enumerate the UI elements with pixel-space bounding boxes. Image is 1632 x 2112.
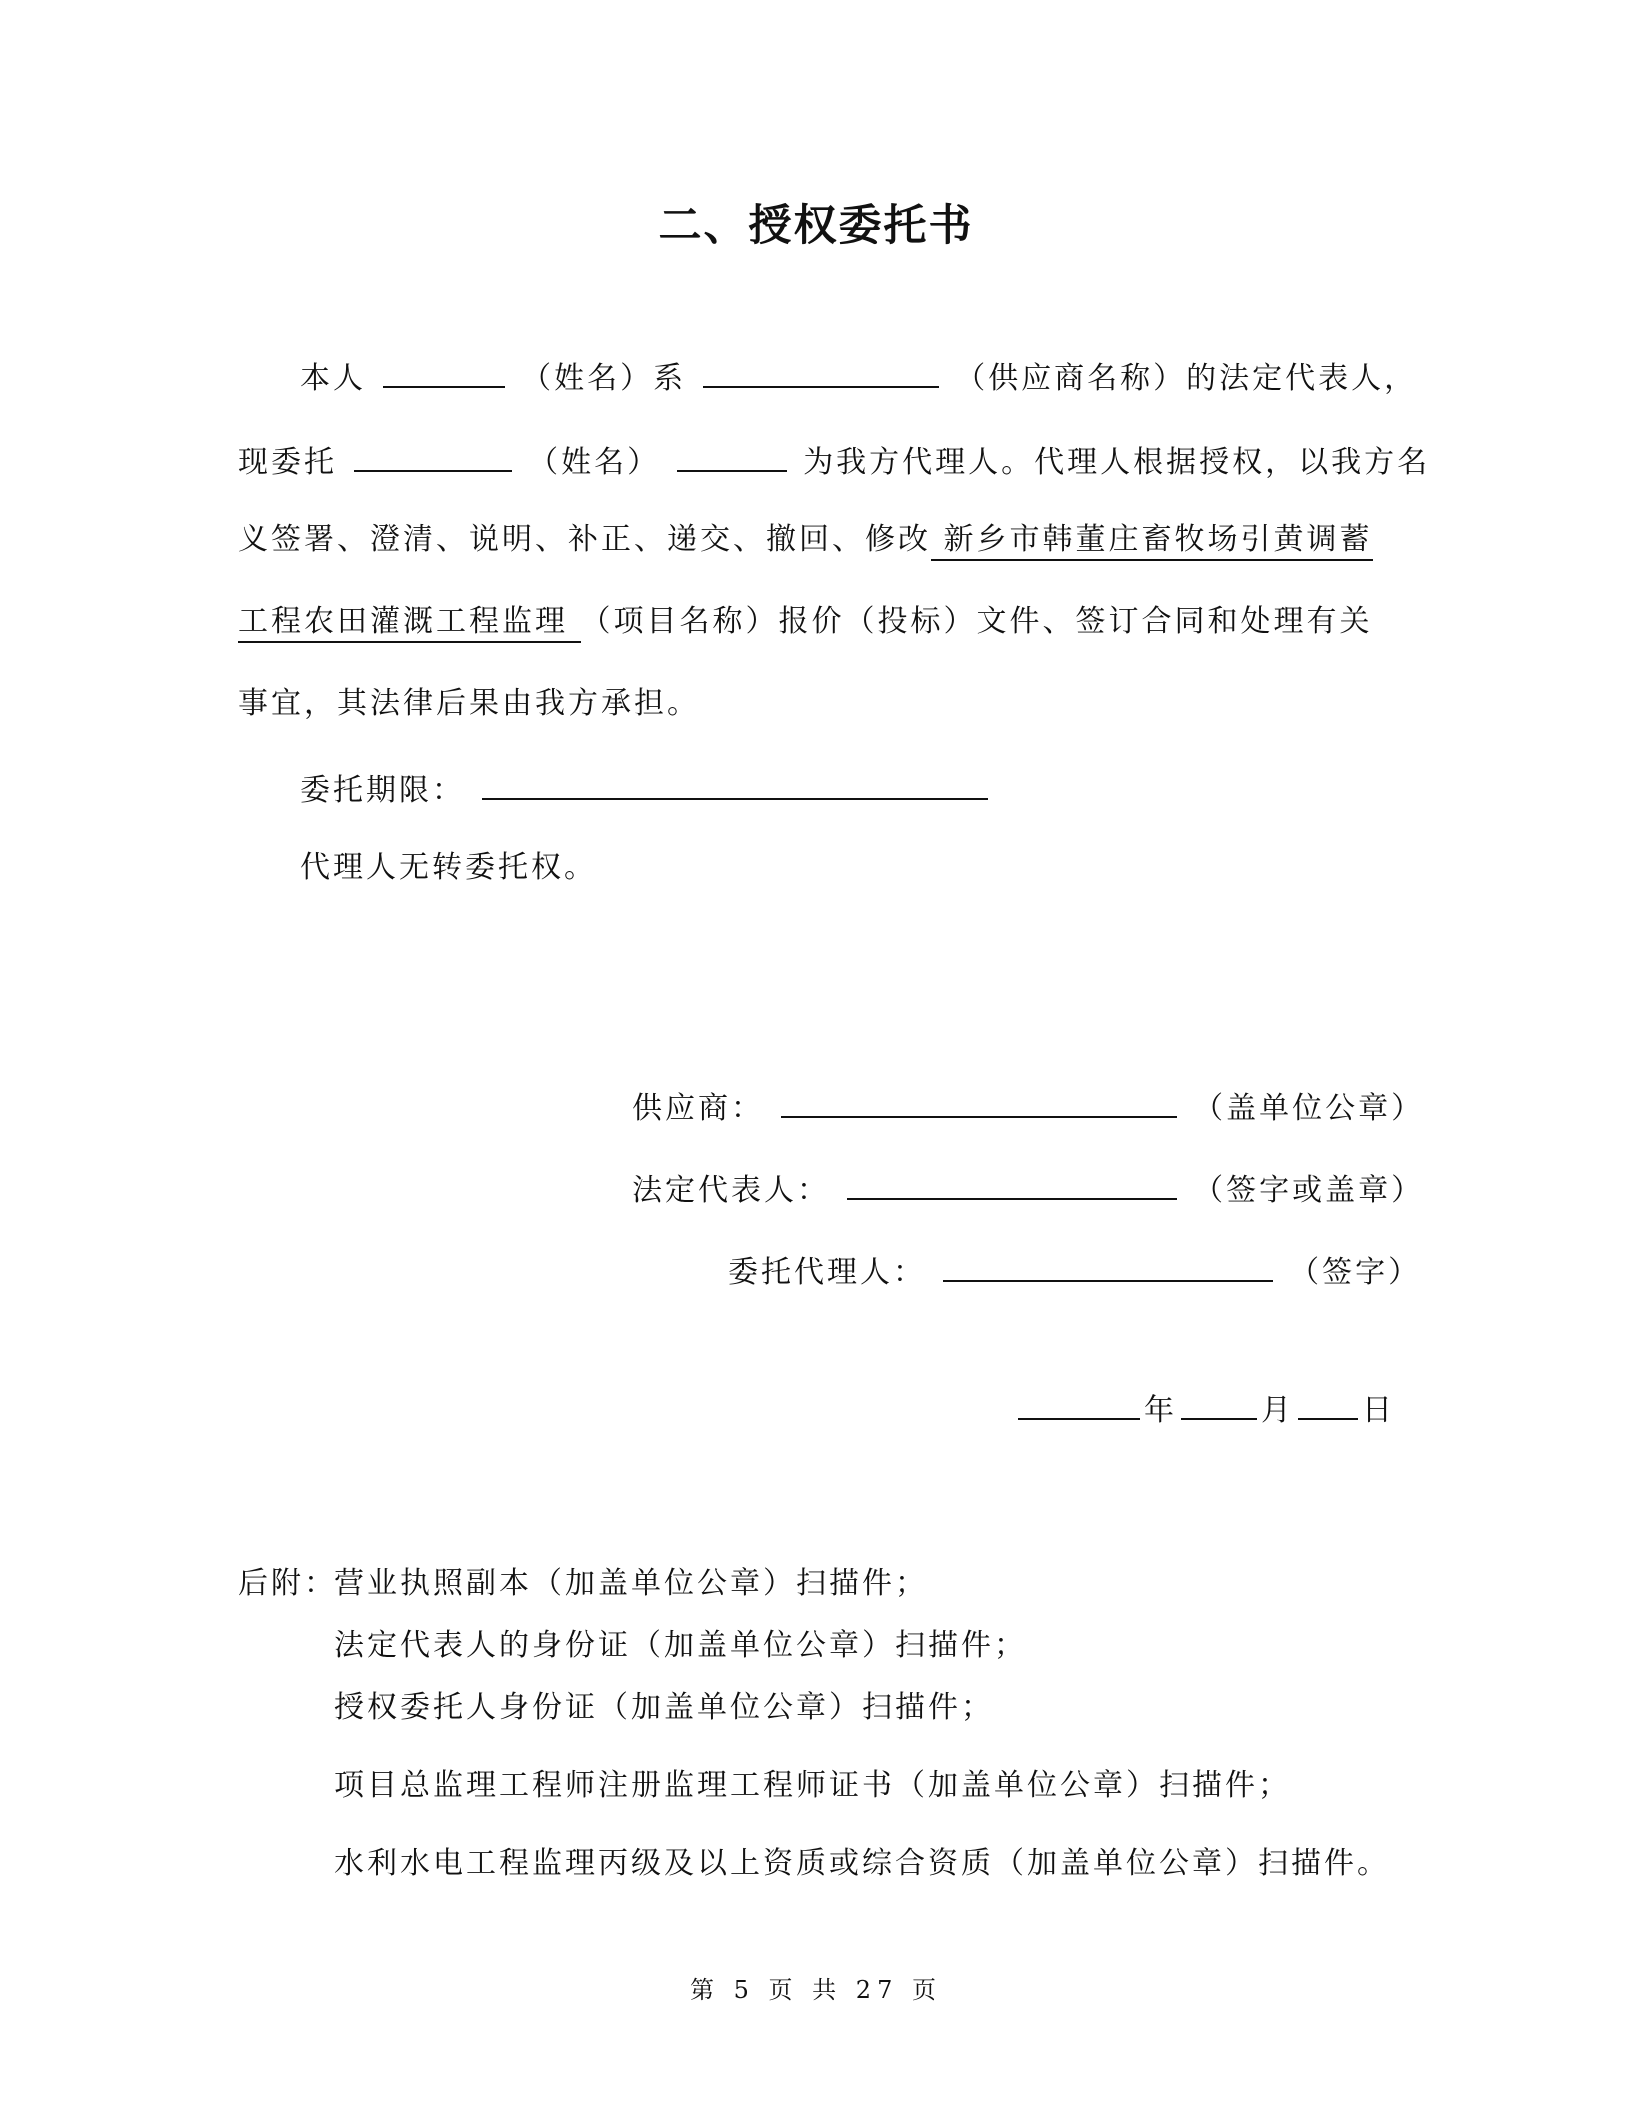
supplier-signature-line (632, 1082, 1424, 1131)
legal-rep-blank (847, 1164, 1177, 1200)
text-segment: 本人 (300, 361, 366, 396)
day-label: 日 (1362, 1393, 1395, 1428)
text-segment: （姓名） (528, 445, 661, 480)
attachment-item: 水利水电工程监理丙级及以上资质或综合资质（加盖单位公章）扫描件。 (334, 1846, 1390, 1881)
agent-name-blank (354, 436, 512, 472)
attachment-item: 项目总监理工程师注册监理工程师证书（加盖单位公章）扫描件； (334, 1768, 1291, 1803)
term-blank (482, 764, 988, 800)
project-name-part-2: 工程农田灌溉工程监理 (238, 604, 581, 643)
agent-signature-line (728, 1246, 1421, 1295)
date-line (1014, 1384, 1395, 1433)
body-line-3 (238, 518, 1373, 562)
year-blank (1018, 1384, 1140, 1420)
name-blank (383, 352, 505, 388)
legal-rep-note: （签字或盖章） (1193, 1173, 1425, 1208)
body-line-1 (300, 352, 1417, 401)
supplier-label: 供应商： (632, 1091, 764, 1126)
body-line-2 (238, 436, 1430, 485)
term-line (300, 764, 992, 813)
agent-note: （签字） (1289, 1255, 1422, 1290)
page-number-footer: 第 5 页 共 27 页 (690, 1976, 942, 2004)
attachment-item: 授权委托人身份证（加盖单位公章）扫描件； (334, 1690, 994, 1725)
agent-blank (677, 436, 787, 472)
term-label: 委托期限： (300, 773, 465, 808)
supplier-note: （盖单位公章） (1193, 1091, 1425, 1126)
attachments-label: 后附： (238, 1566, 337, 1601)
agent-label: 委托代理人： (728, 1255, 926, 1290)
text-segment: （供应商名称）的法定代表人， (955, 361, 1418, 396)
agent-signature-blank (943, 1246, 1273, 1282)
text-segment: 义签署、澄清、说明、补正、递交、撤回、修改 (238, 522, 931, 557)
text-segment: （项目名称）报价（投标）文件、签订合同和处理有关 (580, 604, 1373, 639)
body-line-4 (238, 600, 1373, 644)
supplier-blank (781, 1082, 1177, 1118)
legal-rep-signature-line (632, 1164, 1424, 1213)
attachment-item: 法定代表人的身份证（加盖单位公章）扫描件； (334, 1628, 1027, 1663)
page-title: 二、授权委托书 (658, 201, 974, 251)
body-line-5: 事宜，其法律后果由我方承担。 (238, 686, 700, 721)
text-segment: 现委托 (238, 445, 337, 480)
text-segment: （姓名）系 (521, 361, 687, 396)
no-subdelegation-line: 代理人无转委托权。 (300, 850, 597, 885)
month-blank (1181, 1384, 1257, 1420)
legal-rep-label: 法定代表人： (632, 1173, 830, 1208)
month-label: 月 (1261, 1393, 1294, 1428)
project-name-part-1: 新乡市韩董庄畜牧场引黄调蓄 (931, 522, 1373, 561)
year-label: 年 (1144, 1393, 1177, 1428)
day-blank (1298, 1384, 1358, 1420)
text-segment: 为我方代理人。代理人根据授权，以我方名 (803, 445, 1431, 480)
supplier-name-blank (703, 352, 939, 388)
attachment-item: 营业执照副本（加盖单位公章）扫描件； (334, 1566, 928, 1601)
